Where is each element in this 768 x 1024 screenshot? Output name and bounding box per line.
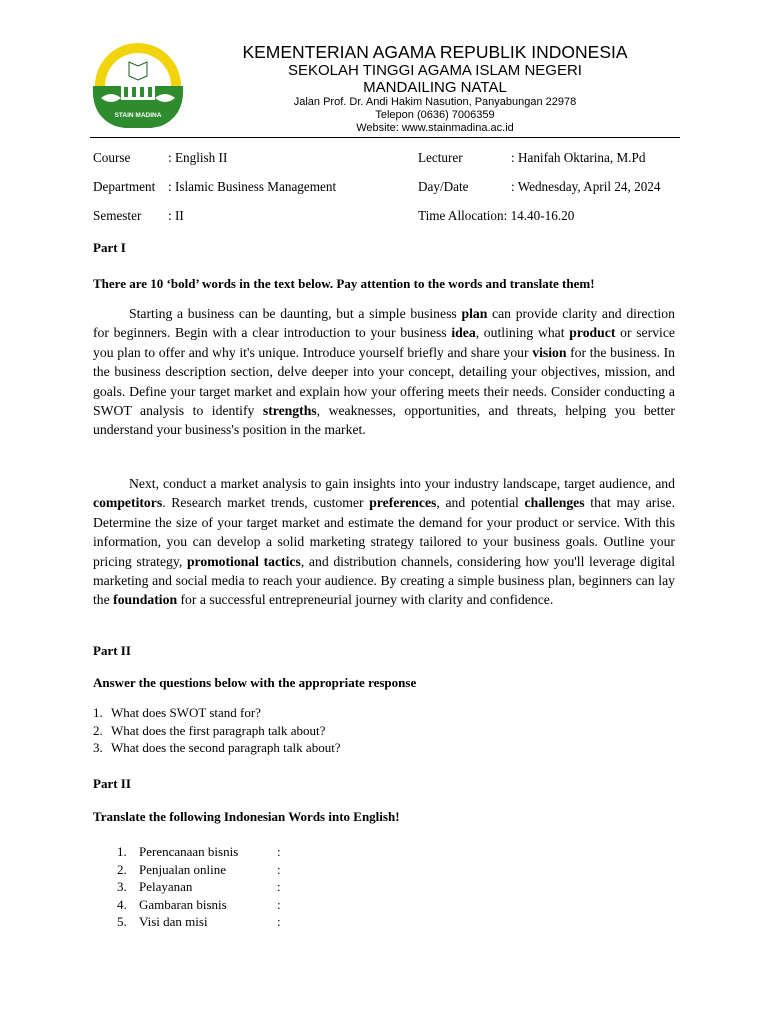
part1-paragraph2 xyxy=(93,474,675,610)
translate-number: 3. xyxy=(117,879,127,894)
translate-number: 4. xyxy=(117,897,127,912)
question-item xyxy=(93,722,325,740)
bold-vocabulary-word: preferences xyxy=(369,495,437,511)
course-label: Course xyxy=(93,150,131,165)
translate-item xyxy=(117,878,281,896)
lecturer-label: Lecturer xyxy=(418,150,463,165)
part1-paragraph1 xyxy=(93,304,675,440)
question-number: 3. xyxy=(93,740,103,755)
letterhead xyxy=(190,42,680,135)
part1-instruction: There are 10 ‘bold’ words in the text below. Pay attention to the words and translate them! xyxy=(93,276,595,291)
translate-item xyxy=(117,896,281,914)
semester-value: : II xyxy=(168,208,184,223)
part2-title: Part II xyxy=(93,643,131,658)
school-name-line1: SEKOLAH TINGGI AGAMA ISLAM NEGERI xyxy=(288,62,582,79)
bold-vocabulary-word: foundation xyxy=(113,592,178,608)
bold-vocabulary-word: strengths xyxy=(262,403,317,419)
question-text: What does the first paragraph talk about? xyxy=(111,723,326,738)
course-value: : English II xyxy=(168,150,228,165)
website: Website: www.stainmadina.ac.id xyxy=(356,122,514,134)
bold-vocabulary-word: plan xyxy=(461,306,488,321)
bold-vocabulary-word: idea xyxy=(451,325,476,341)
paragraph-text: for a successful entrepreneurial journey with clarity and confidence. xyxy=(177,592,554,608)
translate-word: Penjualan online xyxy=(139,862,227,877)
translate-word: Perencanaan bisnis xyxy=(139,844,239,859)
question-item xyxy=(93,739,341,757)
paragraph-text: , and distribution channels, considering how you'll leverage digital marketing and social media to reach your audience. By creating a simple business plan, beginners can lay the xyxy=(93,553,676,608)
translate-colon: : xyxy=(277,897,281,912)
lecturer-value: : Hanifah Oktarina, M.Pd xyxy=(511,150,646,165)
daydate-row xyxy=(418,179,660,195)
semester-label: Semester xyxy=(93,208,142,223)
ministry-name: KEMENTERIAN AGAMA REPUBLIK INDONESIA xyxy=(242,42,628,62)
institution-logo xyxy=(91,40,185,128)
lecturer-row xyxy=(418,150,645,166)
paragraph-text: can provide clarity and direction for beginners. Begin with a clear introduction to your business xyxy=(93,306,675,341)
course-row xyxy=(93,150,227,166)
paragraph-text: that may arise. Determine the size of your target market and estimate the demand for your product or service. With this information, you can develop a solid marketing strategy tailored to your business goals. Outline your pricing strategy, xyxy=(93,495,675,569)
logo-label: STAIN MADINA xyxy=(114,112,162,119)
department-label: Department xyxy=(93,179,156,194)
question-number: 2. xyxy=(93,723,103,738)
translate-colon: : xyxy=(277,862,281,877)
paragraph-text: Next, conduct a market analysis to gain insights into your industry landscape, target audience, and xyxy=(129,476,675,491)
daydate-label: Day/Date xyxy=(418,179,469,194)
time-value: 14.40-16.20 xyxy=(510,208,575,223)
department-value: : Islamic Business Management xyxy=(168,179,337,194)
phone: Telepon (0636) 7006359 xyxy=(375,109,495,121)
department-row xyxy=(93,179,336,195)
logo-book xyxy=(129,62,147,80)
part3-title: Part II xyxy=(93,776,131,791)
translate-word: Visi dan misi xyxy=(139,914,208,929)
part2-instruction: Answer the questions below with the appropriate response xyxy=(93,675,417,690)
part3-instruction: Translate the following Indonesian Words into English! xyxy=(93,809,400,824)
time-label: Time Allocation: xyxy=(418,208,508,223)
bold-vocabulary-word: competitors xyxy=(93,495,163,511)
translate-colon: : xyxy=(277,914,281,929)
translate-number: 2. xyxy=(117,862,127,877)
bold-vocabulary-word: promotional tactics xyxy=(186,553,301,569)
bold-vocabulary-word: vision xyxy=(532,344,567,360)
translate-colon: : xyxy=(277,844,281,859)
paragraph-text: , outlining what xyxy=(475,325,570,341)
time-row xyxy=(418,208,574,224)
translate-item xyxy=(117,913,281,931)
question-text: What does the second paragraph talk about? xyxy=(111,740,341,755)
bold-vocabulary-word: product xyxy=(569,325,616,341)
paragraph-text: , and potential xyxy=(436,495,525,511)
question-number: 1. xyxy=(93,705,103,720)
bold-vocabulary-word: challenges xyxy=(524,495,585,511)
paragraph-text: or service you plan to offer and why it's unique. Introduce yourself briefly and share your xyxy=(93,325,675,360)
school-name-line2: MANDAILING NATAL xyxy=(363,79,507,96)
part1-title: Part I xyxy=(93,240,126,255)
paragraph-text: , weaknesses, opportunities, and threats, helping you better understand your business's position in the market. xyxy=(93,403,675,438)
translate-number: 5. xyxy=(117,914,127,929)
address: Jalan Prof. Dr. Andi Hakim Nasution, Panyabungan 22978 xyxy=(293,96,577,108)
daydate-value: : Wednesday, April 24, 2024 xyxy=(511,179,661,194)
translate-colon: : xyxy=(277,879,281,894)
translate-word: Pelayanan xyxy=(139,879,193,894)
translate-word: Gambaran bisnis xyxy=(139,897,227,912)
question-text: What does SWOT stand for? xyxy=(111,705,261,720)
translate-number: 1. xyxy=(117,844,127,859)
semester-row xyxy=(93,208,184,224)
paragraph-text: Starting a business can be daunting, but a simple business xyxy=(129,306,462,321)
paragraph-text: . Research market trends, customer xyxy=(162,495,370,511)
translate-item xyxy=(117,861,281,879)
header-divider xyxy=(90,137,680,138)
question-item xyxy=(93,704,261,722)
paragraph-text: for the business. In the business description section, delve deeper into your concept, detailing your objectives, mission, and goals. Define your target market and explain how your offering meets their needs. Consider conducting a SWOT analysis to identify xyxy=(93,344,675,419)
translate-item xyxy=(117,843,281,861)
